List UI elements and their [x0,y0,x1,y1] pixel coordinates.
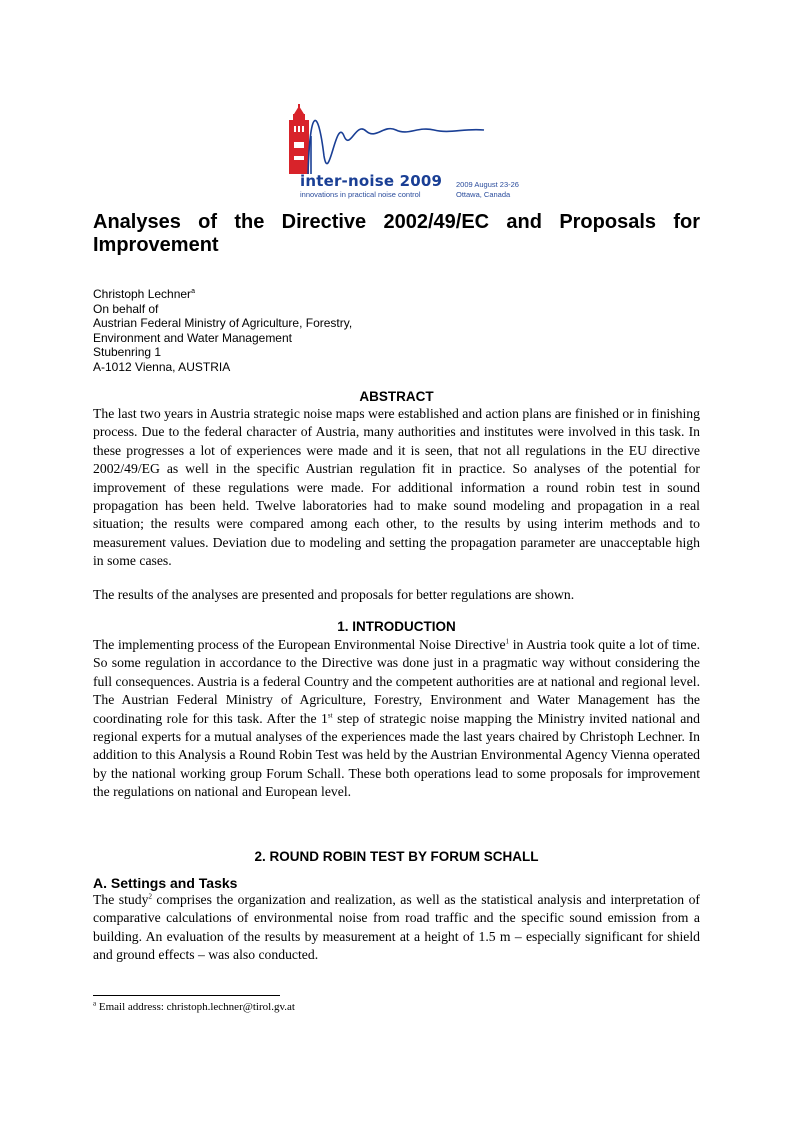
affiliation-line: On behalf of [93,301,159,316]
author-block [93,287,352,374]
footnote-divider [93,995,280,996]
author-name: Christoph Lechner$^a$ [93,287,195,301]
introduction-heading: 1. INTRODUCTION [337,619,456,634]
abstract-paragraph: The last two years in Austria strategic noise maps were established and action plans are finished or in finishing process. Due to the federal character of Austria, many authorities and institutes were involved in this task. In these progresses a lot of experiences were made and it is seen, that not all regulations in the EU directive 2002/49/EG as well in the specific Austrian regulation fit in practice. So analyses of the potential for improvement of these regulations were made. For additional information a round robin test in sound propagation has been held. Twelve laboratories had to make sound modeling and propagation in a real situation; the results were compared among each other, to the results by using interim methods and to measurement values. Deviation due to modeling and setting the propagation parameter are unacceptable high in some cases. [93,406,700,569]
logo-wordmark: inter-noise 2009 [300,172,443,190]
tower-wave-logo-icon [284,96,544,176]
author-footnote-mark: a [191,288,195,295]
conference-logo [284,96,544,198]
section2-heading: 2. ROUND ROBIN TEST BY FORUM SCHALL [254,849,539,864]
footnote-ref: 1 [505,637,510,646]
abstract-heading: ABSTRACT [359,389,434,404]
logo-tagline: innovations in practical noise control [300,190,421,199]
logo-date: 2009 August 23-26 [456,180,519,189]
abstract-conclusion: The results of the analyses are presented and proposals for better regulations are shown. [93,587,575,602]
affiliation-line: Stubenring 1 [93,345,162,359]
affiliation-line: Environment and Water Management [93,330,292,345]
ordinal-suffix: st [327,711,333,720]
footnote-ref: 2 [148,892,152,901]
affiliation-line: Austrian Federal Ministry of Agriculture, Forestry, [93,316,353,330]
affiliation-line: A-1012 Vienna, AUSTRIA [93,359,231,374]
section2-paragraph: The study$^2$ comprises the organization and realization, as well as the statistical analysis and interpretation of comparative calculations of environmental noise from road traffic and the specific sound emission from a building. An evaluation of the results by measurement at a height of 1.5 m – especially significant for shield and ground effects – was also conducted. [93,892,700,963]
paper-title: Analyses of the Directive 2002/49/EC and Proposals for Improvement [93,211,700,256]
footnote-mark: a [93,999,97,1008]
footnote: $^a$ Email address: christoph.lechner@tirol.gv.at [93,999,295,1013]
introduction-paragraph: The implementing process of the European Environmental Noise Directive$^1$ in Austria took quite a lot of time. So some regulation in accordance to the Directive was done just in a pragmatic way without considering the full consequences. Austria is a federal Country and the competent authorities are at national and regional level. The Austrian Federal Ministry of Agriculture, Forestry, Environment and Water Management has the coordinating role for this task. After the 1st step of strategic noise mapping the Ministry invited national and regional experts for a mutual analyses of the experiences made the last years chaired by Christoph Lechner. In addition to this Analysis a Round Robin Test was held by the Austrian Environmental Agency Vienna operated by the national working group Forum Schall. These both operations lead to some proposals for improvement the regulations on national and European level. [93,637,700,800]
logo-city: Ottawa, Canada [456,190,511,199]
section2-subheading: A. Settings and Tasks [93,875,238,891]
